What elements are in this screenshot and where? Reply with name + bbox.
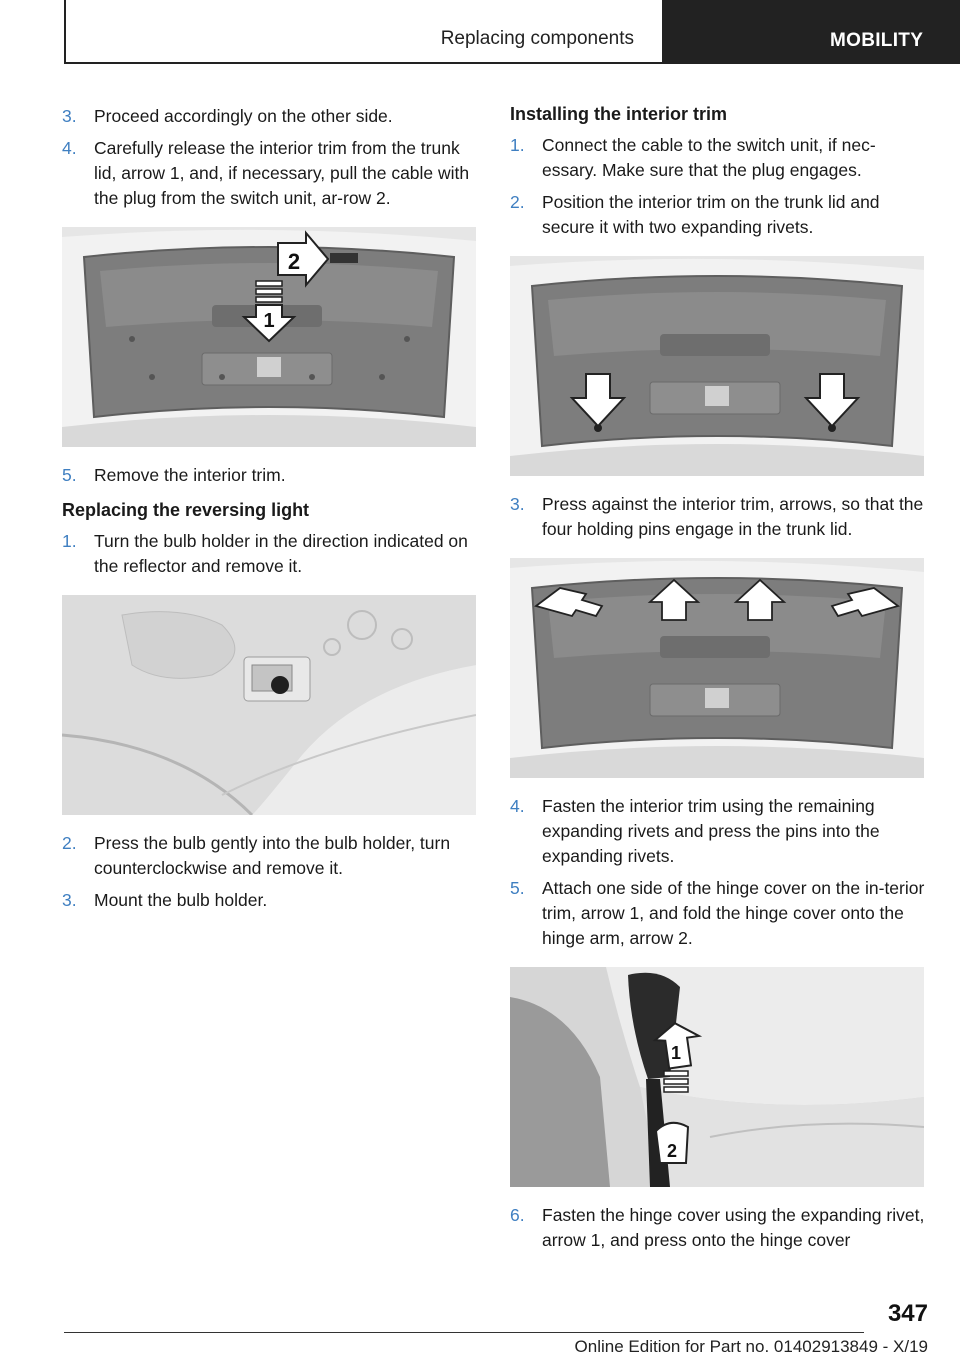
step-text: Press the bulb gently into the bulb holder, turn counterclockwise and remove it. [94, 833, 451, 878]
step-number: 6. [510, 1205, 525, 1225]
step-text: Mount the bulb holder. [94, 890, 268, 910]
step-number: 3. [62, 890, 77, 910]
chapter-label: MOBILITY [830, 30, 924, 51]
step-text: Proceed accordingly on the other side. [94, 106, 393, 126]
figure-callout-label: 1 [263, 310, 275, 332]
figure-trunk-lid-removal [62, 227, 480, 447]
figure-callout-label: 2 [287, 249, 301, 274]
chapter-tab[interactable] [662, 0, 960, 64]
section-title: Replacing components [440, 28, 634, 49]
step-text: Press against the interior trim, arrows, so that the four holding pins engage in the trunk lid. [542, 494, 924, 539]
figure-trim-press [510, 558, 926, 778]
step-number: 1. [62, 531, 77, 551]
step-text: Turn the bulb holder in the direction indicated on the reflector and remove it. [94, 531, 468, 576]
step-item [62, 529, 480, 579]
step-text: Position the interior trim on the trunk lid and secure it with two expanding rivets. [542, 192, 880, 237]
figure-bulb-holder [62, 595, 480, 815]
step-text: Fasten the interior trim using the remaining expanding rivets and press the pins into the expanding rivets. [542, 796, 880, 866]
step-item [510, 1203, 926, 1253]
step-number: 2. [510, 192, 525, 212]
step-number: 4. [62, 138, 77, 158]
step-number: 5. [62, 465, 77, 485]
step-item [510, 190, 926, 240]
step-number: 3. [62, 106, 77, 126]
footer-rule [64, 1332, 864, 1333]
step-text: Remove the interior trim. [94, 465, 286, 485]
section-heading: Installing the interior trim [510, 104, 728, 124]
step-item [62, 831, 480, 881]
left-column [62, 104, 480, 920]
header-left-rule [64, 0, 66, 64]
step-text: Carefully release the interior trim from the trunk lid, arrow 1, and, if necessary, pull the cable with the plug from the switch unit, ar‐row 2. [94, 138, 470, 208]
step-number: 2. [62, 833, 77, 853]
header-bottom-rule [64, 62, 662, 64]
figure-hinge-cover [510, 967, 926, 1187]
step-text: Attach one side of the hinge cover on the in‐terior trim, arrow 1, and fold the hinge cover onto the hinge arm, arrow 2. [542, 878, 925, 948]
step-number: 1. [510, 135, 525, 155]
step-item [510, 794, 926, 869]
step-item [510, 492, 926, 542]
step-item [62, 104, 480, 129]
section-heading: Replacing the reversing light [62, 500, 310, 520]
step-item [62, 888, 480, 913]
edition-note: Online Edition for Part no. 01402913849 - X/19 [574, 1337, 928, 1356]
figure-callout-label: 1 [670, 1043, 682, 1063]
figure-callout-label: 2 [666, 1141, 678, 1161]
step-item [62, 463, 480, 488]
step-text: Fasten the hinge cover using the expanding rivet, arrow 1, and press onto the hinge cover [542, 1205, 925, 1250]
page-number: 347 [887, 1300, 928, 1327]
step-number: 3. [510, 494, 525, 514]
figure-trim-position [510, 256, 926, 476]
step-number: 5. [510, 878, 525, 898]
step-item [510, 876, 926, 951]
step-item [510, 133, 926, 183]
step-text: Connect the cable to the switch unit, if nec‐essary. Make sure that the plug engages. [542, 135, 876, 180]
step-number: 4. [510, 796, 525, 816]
step-item [62, 136, 480, 211]
right-column [510, 104, 926, 1260]
